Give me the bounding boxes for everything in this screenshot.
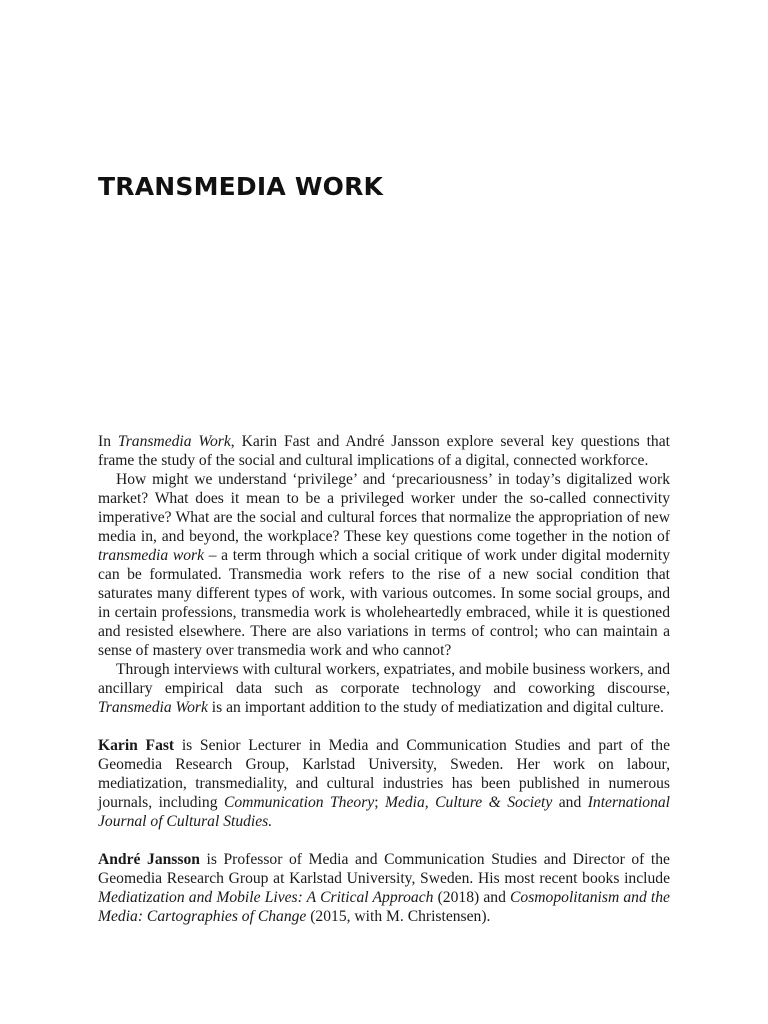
author-bio-karin-fast <box>98 736 670 831</box>
page-title: TRANSMEDIA WORK <box>98 172 384 201</box>
text-run: How might we understand ‘privilege’ and ‘precariousness’ in today’s digitalized work market? What does it mean to be a privileged worker under the so-called connectivity imperative? What are the social and cultural forces that normalize the appropriation of new media in, and beyond, the workplace? These key questions come together in the notion of <box>98 471 670 545</box>
description-paragraph-3 <box>98 660 670 717</box>
text-run: – a term through which a social critique of work under digital modernity can be formulated. Transmedia work refers to the rise of a new social condition that saturates many different types of work, with various outcomes. In some social groups, and in certain professions, transmedia work is wholeheartedly embraced, while it is questioned and resisted elsewhere. There are also variations in terms of control; who can maintain a sense of mastery over transmedia work and who cannot? <box>98 547 670 659</box>
author-name: André Jansson <box>98 851 200 868</box>
author-name: Karin Fast <box>98 737 175 754</box>
text-run: (2015, with M. Christensen). <box>306 908 491 925</box>
journal-title: Media, Culture & Society <box>384 794 553 811</box>
book-title-italic: Transmedia Work <box>117 433 231 450</box>
text-run: , Karin Fast and André Jansson explore several key questions that frame the study of the social and cultural implications of a digital, connected workforce. <box>98 433 670 469</box>
journal-title: International Journal of Cultural Studies. <box>98 794 670 830</box>
author-bio-andre-jansson <box>98 850 670 926</box>
text-run: is Professor of Media and Communication Studies and Director of the Geomedia Research Group at Karlstad University, Sweden. His most recent books include <box>98 851 670 887</box>
term-italic: transmedia work <box>98 547 205 564</box>
book-title-italic: Transmedia Work <box>98 699 208 716</box>
text-run: and <box>552 794 588 811</box>
text-run: is Senior Lecturer in Media and Communication Studies and part of the Geomedia Research Group, Karlstad University, Sweden. Her work on labour, mediatization, transmediality, and cultural industries has been published in numerous journals, including <box>98 737 670 811</box>
journal-title: Communication Theory <box>223 794 375 811</box>
text-run: is an important addition to the study of mediatization and digital culture. <box>207 699 664 716</box>
book-title-italic: Cosmopolitanism and the Media: Cartographies of Change <box>98 889 670 925</box>
text-run: (2018) and <box>433 889 511 906</box>
description-paragraph-2 <box>98 470 670 660</box>
text-run: ; <box>374 794 385 811</box>
text-run: In <box>98 433 118 450</box>
book-description <box>98 432 670 926</box>
description-paragraph-1 <box>98 432 670 470</box>
book-title-italic: Mediatization and Mobile Lives: A Critical Approach <box>98 889 434 906</box>
text-run: Through interviews with cultural workers, expatriates, and mobile business workers, and ancillary empirical data such as corporate technology and coworking discourse, <box>98 661 670 697</box>
